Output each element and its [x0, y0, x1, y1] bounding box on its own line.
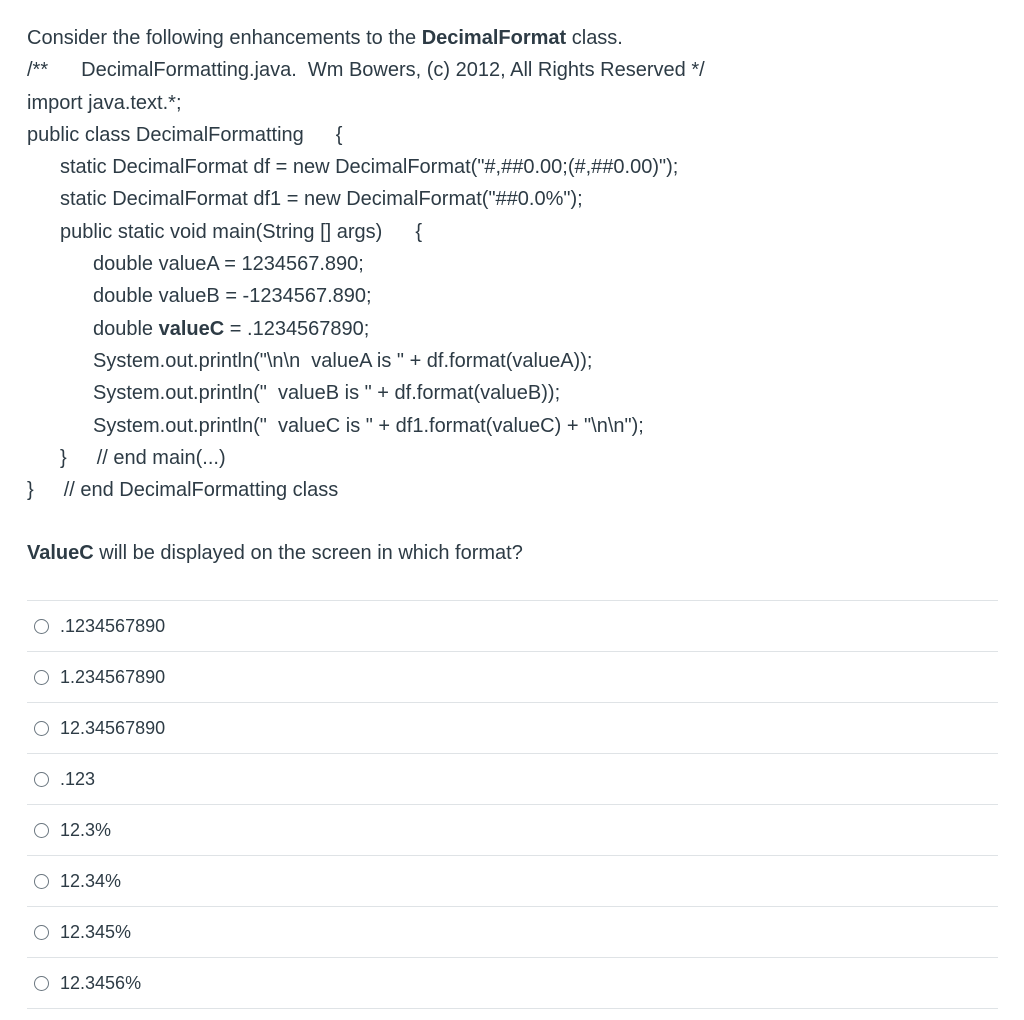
value-c-prefix: double	[93, 317, 159, 340]
intro-bold-classname: DecimalFormat	[421, 27, 567, 49]
answer-list	[27, 600, 998, 1009]
answer-label: .1234567890	[60, 615, 166, 636]
answer-option-8[interactable]	[27, 957, 998, 1009]
question-intro	[27, 22, 997, 54]
code-value-b: double valueB = -1234567.890;	[93, 285, 372, 308]
value-c-suffix: = .1234567890;	[224, 317, 370, 340]
prompt-bold: ValueC	[27, 542, 94, 564]
question-text	[27, 22, 997, 506]
code-import-line: import java.text.*;	[27, 91, 182, 114]
value-c-bold: valueC	[158, 317, 225, 340]
answer-label: 12.3%	[60, 819, 112, 840]
intro-suffix: class.	[566, 27, 623, 49]
radio-button-icon[interactable]	[34, 619, 49, 634]
code-value-a: double valueA = 1234567.890;	[93, 253, 364, 276]
answer-label: 12.34567890	[60, 717, 166, 738]
answer-label: 12.345%	[60, 921, 132, 942]
code-value-c	[27, 313, 997, 345]
code-print-a: System.out.println("\n\n valueA is " + df.format(valueA));	[93, 349, 593, 372]
main-open-brace: {	[415, 220, 423, 243]
radio-button-icon[interactable]	[34, 874, 49, 889]
code-print-c: System.out.println(" valueC is " + df1.format(valueC) + "\n\n");	[93, 414, 644, 437]
class-close-comment: // end DecimalFormatting class	[63, 479, 339, 502]
main-close-brace: }	[60, 446, 67, 469]
code-df1-decl: static DecimalFormat df1 = new DecimalFormat("##0.0%");	[60, 188, 583, 211]
main-close-comment: // end main(...)	[96, 446, 226, 469]
answer-option-6[interactable]	[27, 855, 998, 906]
code-print-b: System.out.println(" valueB is " + df.format(valueB));	[93, 382, 561, 405]
main-decl: public static void main(String [] args)	[60, 220, 383, 243]
code-comment-line	[27, 54, 997, 86]
question-prompt	[27, 537, 523, 569]
radio-button-icon[interactable]	[34, 772, 49, 787]
code-class-decl	[27, 119, 997, 151]
answer-option-1[interactable]	[27, 600, 998, 651]
answer-label: .123	[60, 768, 96, 789]
answer-label: 1.234567890	[60, 666, 166, 687]
code-df-decl: static DecimalFormat df = new DecimalFormat("#,##0.00;(#,##0.00)");	[60, 156, 679, 179]
class-close-brace: }	[27, 479, 34, 502]
answer-option-4[interactable]	[27, 753, 998, 804]
intro-prefix: Consider the following enhancements to the	[27, 27, 422, 49]
code-main-close	[27, 442, 997, 474]
code-class-close	[27, 474, 997, 506]
answer-option-3[interactable]	[27, 702, 998, 753]
radio-button-icon[interactable]	[34, 823, 49, 838]
radio-button-icon[interactable]	[34, 721, 49, 736]
radio-button-icon[interactable]	[34, 670, 49, 685]
answer-option-7[interactable]	[27, 906, 998, 957]
class-decl: public class DecimalFormatting	[27, 123, 304, 146]
code-main-decl	[27, 216, 997, 248]
answer-label: 12.3456%	[60, 972, 142, 993]
prompt-rest: will be displayed on the screen in which format?	[93, 542, 523, 564]
comment-open: /**	[27, 59, 49, 82]
answer-option-2[interactable]	[27, 651, 998, 702]
answer-label: 12.34%	[60, 870, 122, 891]
radio-button-icon[interactable]	[34, 976, 49, 991]
radio-button-icon[interactable]	[34, 925, 49, 940]
comment-body: DecimalFormatting.java. Wm Bowers, (c) 2012, All Rights Reserved */	[81, 59, 705, 82]
answer-option-5[interactable]	[27, 804, 998, 855]
class-open-brace: {	[335, 123, 343, 146]
